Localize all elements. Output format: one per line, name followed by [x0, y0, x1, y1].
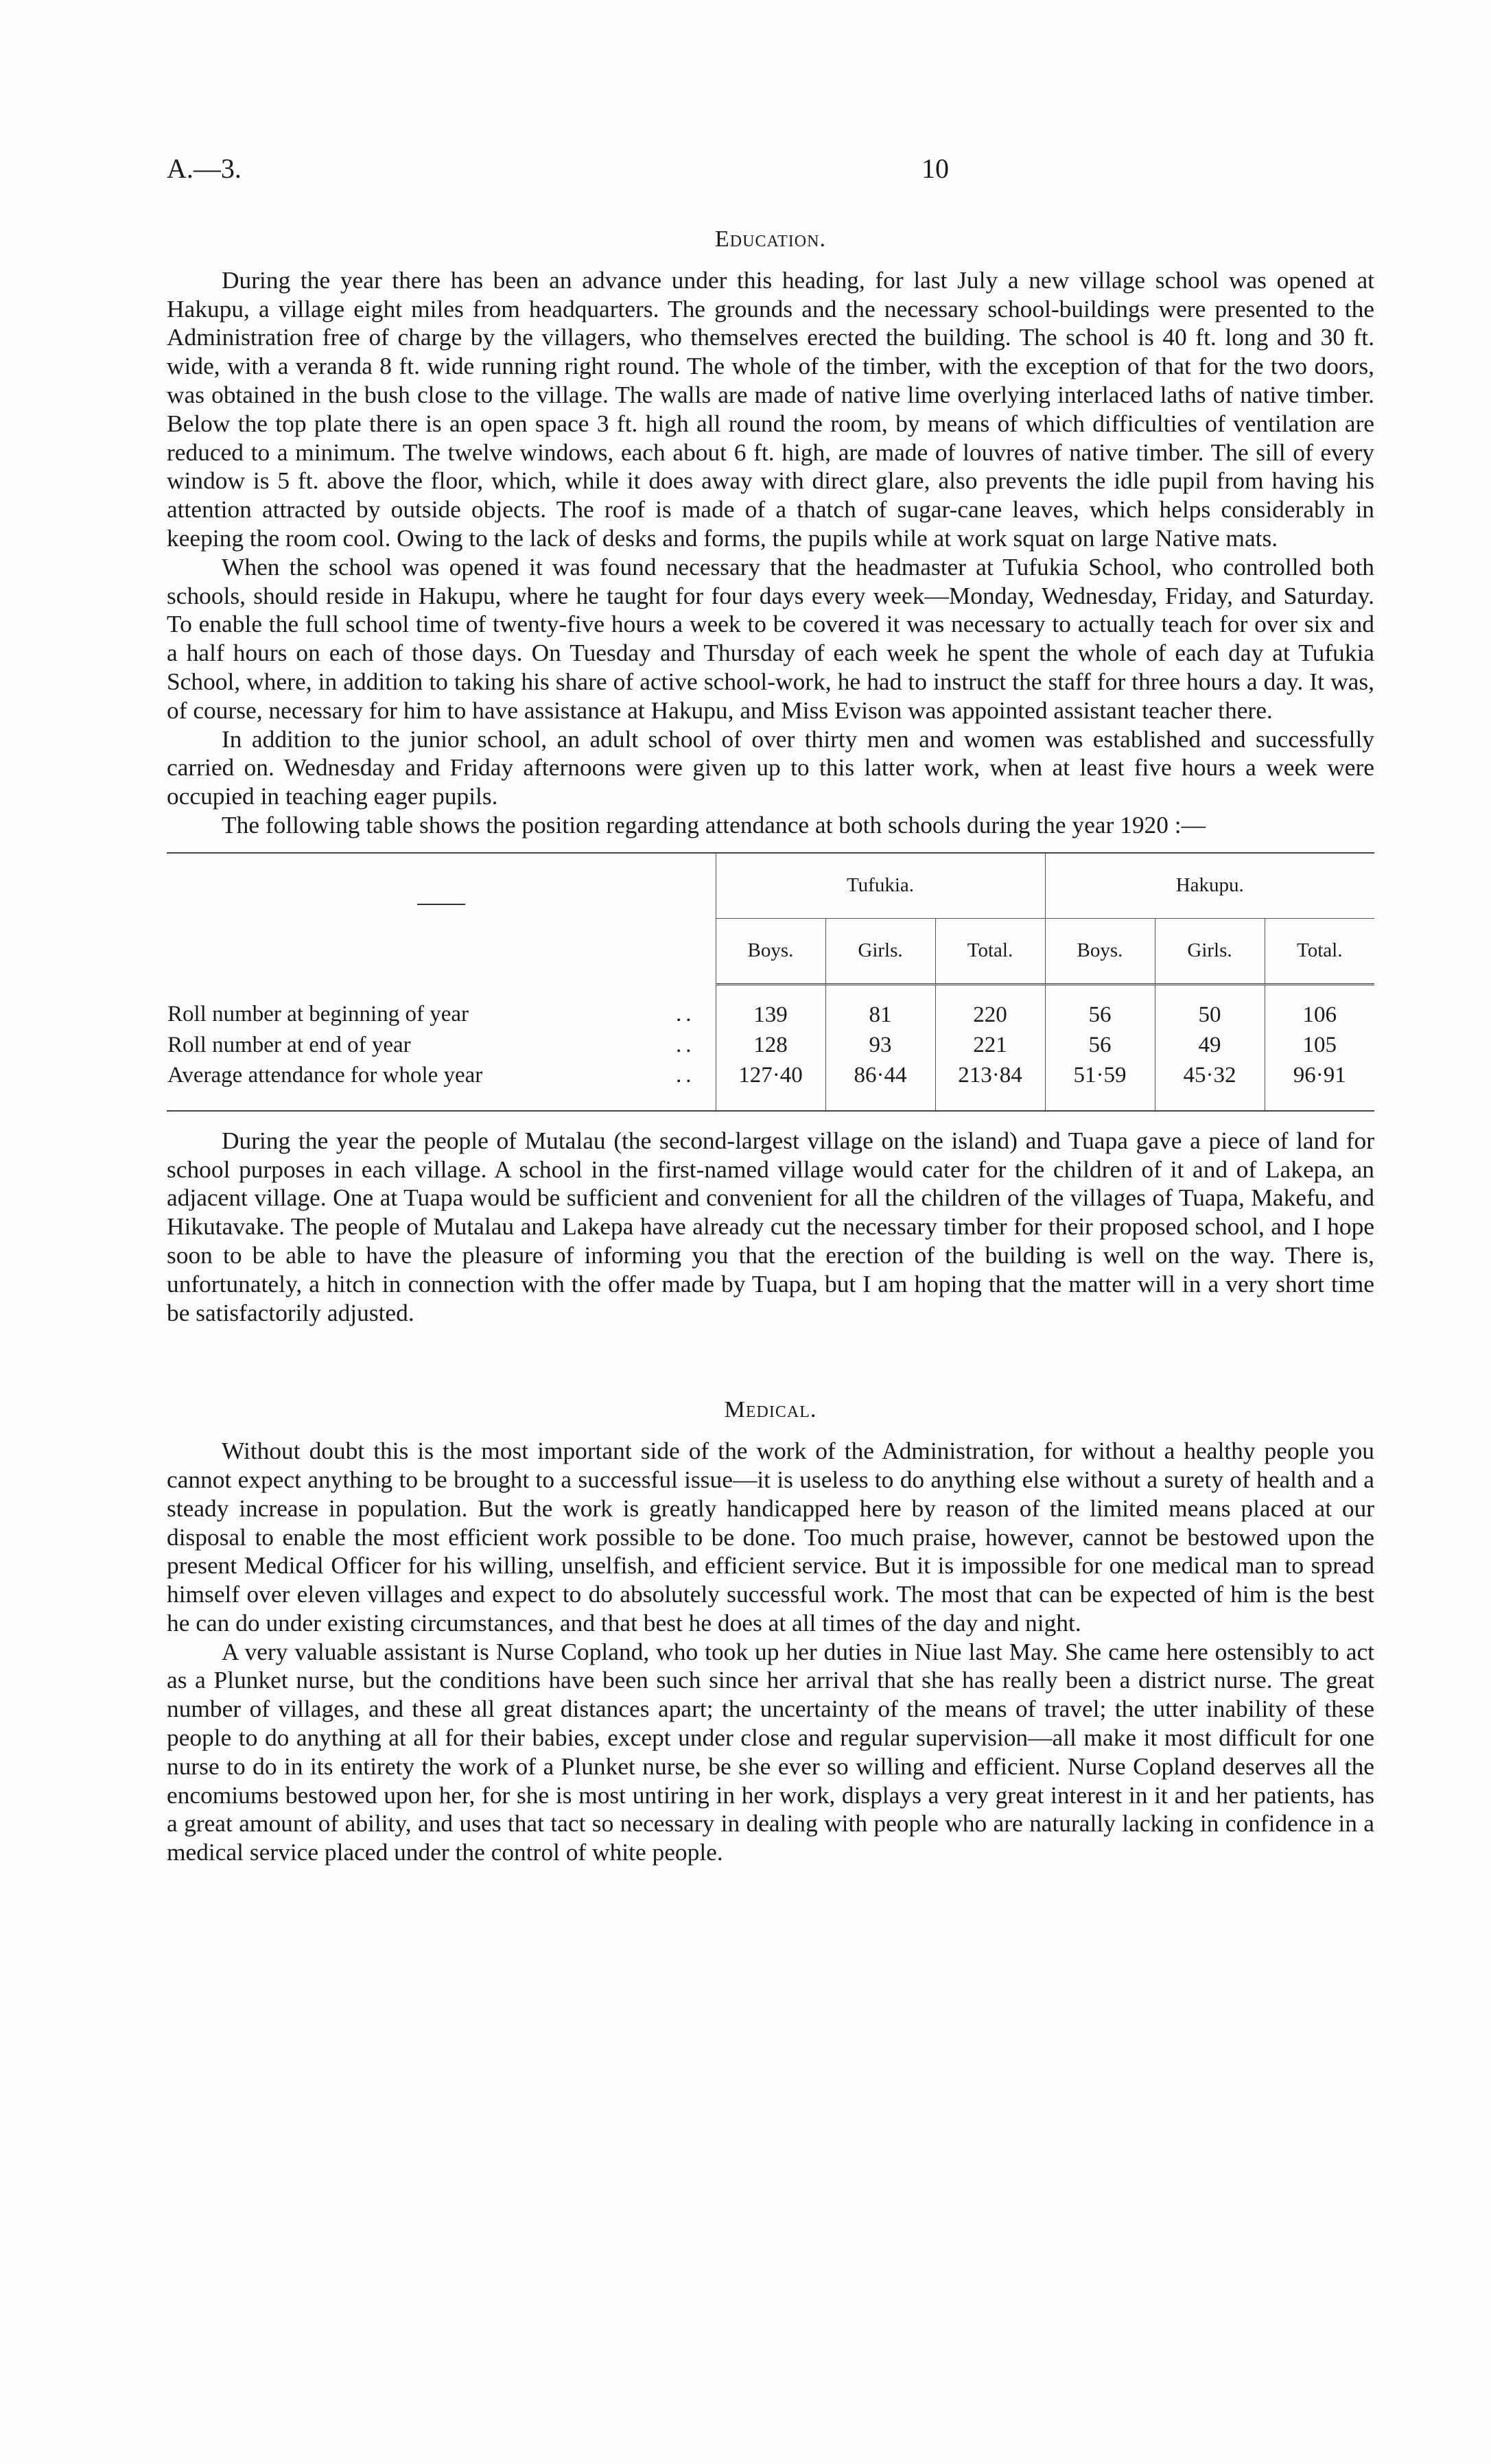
table-cell: 106 [1265, 984, 1374, 1030]
table-group-tufukia: Tufukia. [716, 853, 1045, 919]
medical-section [167, 1396, 1374, 1867]
table-cell: 220 [935, 984, 1045, 1030]
education-paragraph-1: During the year there has been an advance under this heading, for last July a new village school was opened at Hakupu, a village eight miles from headquarters. The grounds and the necessary school-buildings were presented to the Administration free of charge by the villagers, who themselves erected the building. The school is 40 ft. long and 30 ft. wide, with a veranda 8 ft. wide running right round. The whole of the timber, with the exception of that for the two doors, was obtained in the bush close to the village. The walls are made of native lime overlying interlaced laths of native timber. Below the top plate there is an open space 3 ft. high all round the room, by means of which difficulties of ventilation are reduced to a minimum. The twelve windows, each about 6 ft. high, are made of louvres of native timber. The sill of every window is 5 ft. above the floor, which, while it does away with direct glare, also prevents the idle pupil from having his attention attracted by outside objects. The roof is made of a thatch of sugar-cane leaves, which helps considerably in keeping the room cool. Owing to the lack of desks and forms, the pupils while at work squat on large Native mats. [167, 266, 1374, 552]
medical-paragraph-1: Without doubt this is the most important side of the work of the Administration, for without a healthy people you cannot expect anything to be brought to a successful issue—it is useless to do anything else without a surety of health and a steady increase in population. But the work is greatly handicapped here by reason of the limited means placed at our disposal to enable the most efficient work possible to be done. Too much praise, however, cannot be bestowed upon the present Medical Officer for his willing, unselfish, and efficient service. But it is impossible for one medical man to spread himself over eleven villages and expect to do absolutely successful work. The most that can be expected of him is the best he can do under existing circumstances, and that best he does at all times of the day and night. [167, 1437, 1374, 1636]
education-closing-paragraph: During the year the people of Mutalau (the second-largest village on the island) and Tuapa gave a piece of land for school purposes in each village. A school in the first-named village would cater for the children of it and of Lakepa, an adjacent village. One at Tuapa would be sufficient and convenient for all the children of the villages of Tuapa, Makefu, and Hikutavake. The people of Mutalau and Lakepa have already cut the necessary timber for their proposed school, and I hope soon to be able to have the pleasure of informing you that the erection of the building is well on the way. There is, unfortunately, a hitch in connection with the offer made by Tuapa, but I am hoping that the matter will in a very short time be satisfactorily adjusted. [167, 1126, 1374, 1326]
table-cell: 50 [1155, 984, 1265, 1030]
row-label-text: Roll number at end of year [167, 1032, 411, 1057]
page-content [167, 225, 1374, 1867]
table-cell: 56 [1045, 984, 1155, 1030]
row-leader: .. [676, 1032, 696, 1057]
row-label [167, 984, 716, 1030]
row-label [167, 1060, 716, 1111]
table-cell: 128 [716, 1030, 825, 1060]
row-label-text: Roll number at beginning of year [167, 1001, 469, 1026]
table-subheader: Total. [1265, 918, 1374, 984]
education-paragraph-4: The following table shows the position regarding attendance at both schools during the year 1920 :— [222, 810, 1206, 838]
medical-heading: Medical. [724, 1397, 817, 1423]
education-heading: Education. [715, 226, 826, 252]
table-cell: 93 [825, 1030, 935, 1060]
row-leader: .. [676, 1001, 696, 1026]
table-cell: 45·32 [1155, 1060, 1265, 1111]
page-header [167, 152, 1374, 193]
table-subheader: Girls. [1155, 918, 1265, 984]
stub-dash [417, 904, 465, 934]
table-subheader: Boys. [716, 918, 825, 984]
table-subheader: Total. [935, 918, 1045, 984]
table-cell: 51·59 [1045, 1060, 1155, 1111]
table-group-hakupu: Hakupu. [1045, 853, 1374, 919]
table-group-header-row [167, 853, 1374, 919]
table-cell: 105 [1265, 1030, 1374, 1060]
document-reference: A.—3. [167, 153, 242, 184]
attendance-table [167, 852, 1374, 1112]
education-paragraph-2: When the school was opened it was found necessary that the headmaster at Tufukia School, who controlled both schools, should reside in Hakupu, where he taught for four days every week—Monday, Wednesday, Friday, and Saturday. To enable the full school time of twenty-five hours a week to be covered it was necessary to actually teach for over six and a half hours on each of those days. On Tuesday and Thursday of each week he spent the whole of each day at Tufukia School, where, in addition to taking his share of active school-work, he had to instruct the staff for three hours a day. It was, of course, necessary for him to have assistance at Hakupu, and Miss Evison was appointed assistant teacher there. [167, 552, 1374, 724]
table-cell: 81 [825, 984, 935, 1030]
table-row [167, 984, 1374, 1030]
row-leader: .. [676, 1062, 696, 1088]
table-cell: 96·91 [1265, 1060, 1374, 1111]
table-cell: 213·84 [935, 1060, 1045, 1111]
table-cell: 139 [716, 984, 825, 1030]
table-stub-header [167, 853, 716, 985]
table-row [167, 1030, 1374, 1060]
table-row [167, 1060, 1374, 1111]
table-subheader: Girls. [825, 918, 935, 984]
education-section [167, 225, 1374, 1327]
table-cell: 127·40 [716, 1060, 825, 1111]
table-cell: 86·44 [825, 1060, 935, 1111]
education-paragraph-3: In addition to the junior school, an adult school of over thirty men and women was established and successfully carried on. Wednesday and Friday afternoons were given up to this latter work, when at least five hours a week were occupied in teaching eager pupils. [167, 725, 1374, 810]
table-cell: 221 [935, 1030, 1045, 1060]
row-label-text: Average attendance for whole year [167, 1062, 483, 1088]
section-spacer [167, 1327, 1374, 1396]
table-subheader: Boys. [1045, 918, 1155, 984]
table-cell: 49 [1155, 1030, 1265, 1060]
medical-paragraph-2: A very valuable assistant is Nurse Copland, who took up her duties in Niue last May. She came here ostensibly to act as a Plunket nurse, but the conditions have been such since her arrival that she has really been a district nurse. The great number of villages, and these all great distances apart; the uncertainty of the means of travel; the utter inability of these people to do anything at all for their babies, except under close and regular supervision—all make it most difficult for one nurse to do in its entirety the work of a Plunket nurse, be she ever so willing and efficient. Nurse Copland deserves all the encomiums bestowed upon her, for she is most untiring in her work, displays a very great interest in it and her patients, has a great amount of ability, and uses that tact so necessary in dealing with people who are naturally lacking in confidence in a medical service placed under the control of white people. [167, 1637, 1374, 1866]
table-cell: 56 [1045, 1030, 1155, 1060]
row-label [167, 1030, 716, 1060]
page-number: 10 [921, 153, 949, 184]
